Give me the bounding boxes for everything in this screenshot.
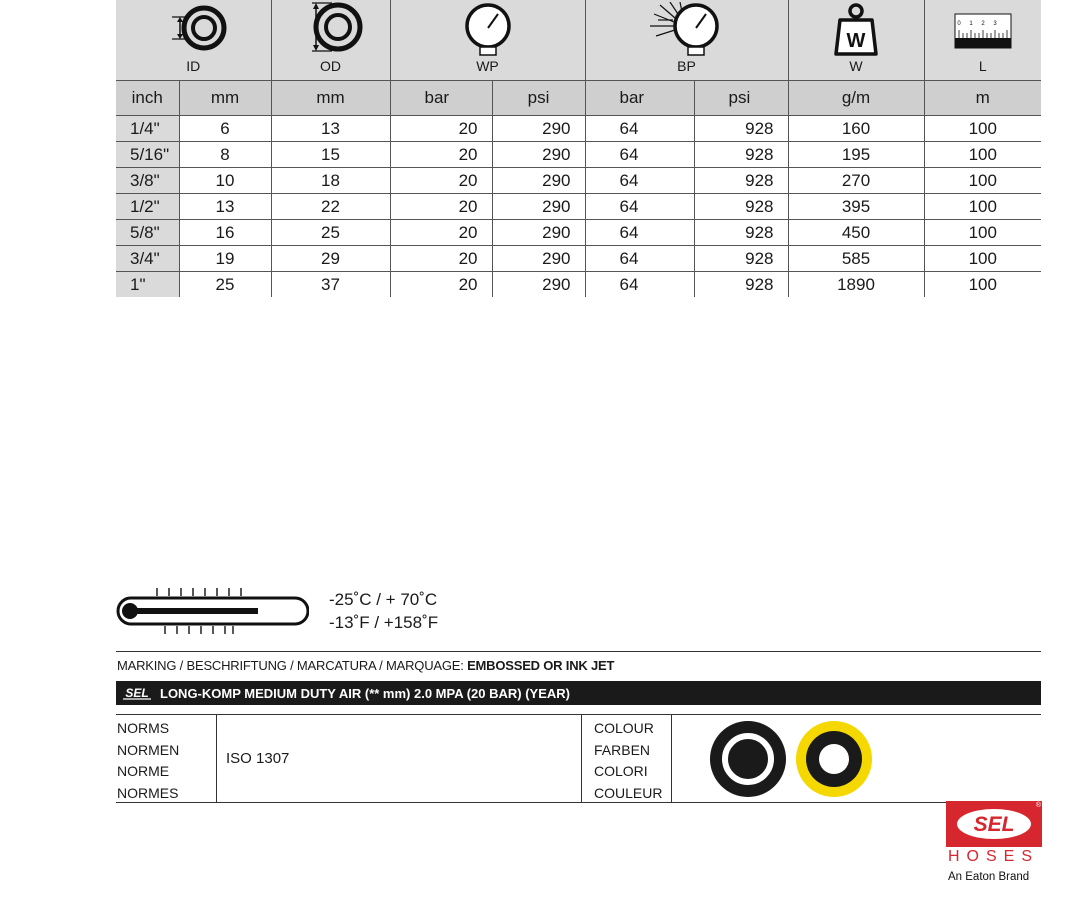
table-cell: 64 xyxy=(585,142,694,168)
table-cell: 100 xyxy=(924,272,1041,298)
table-row xyxy=(116,116,1041,142)
table-cell: 10 xyxy=(179,168,271,194)
header-id xyxy=(116,0,271,81)
unit-cell: mm xyxy=(179,81,271,116)
header-bp xyxy=(585,0,788,81)
table-cell: 64 xyxy=(585,246,694,272)
brand-logo-text: SEL xyxy=(973,813,1015,836)
table-cell: 100 xyxy=(924,194,1041,220)
marking-label: MARKING / BESCHRIFTUNG / MARCATURA / MARQUAGE: xyxy=(117,658,468,673)
marking-line xyxy=(117,658,614,673)
ruler-tick-3: 3 xyxy=(993,21,997,27)
w-label: W xyxy=(849,58,863,74)
marking-method: EMBOSSED OR INK JET xyxy=(467,658,615,673)
table-cell: 928 xyxy=(694,116,788,142)
divider xyxy=(216,715,217,802)
unit-cell: psi xyxy=(492,81,585,116)
logo-badge xyxy=(946,801,1042,847)
table-cell: 450 xyxy=(788,220,924,246)
table-cell: 928 xyxy=(694,246,788,272)
table-cell: 25 xyxy=(271,220,390,246)
temperature-range xyxy=(329,588,438,634)
table-row xyxy=(116,272,1041,298)
table-cell: 13 xyxy=(271,116,390,142)
table-cell: 928 xyxy=(694,168,788,194)
norm-value: ISO 1307 xyxy=(226,750,290,767)
norms-label: NORMES xyxy=(117,784,179,801)
colour-label: FARBEN xyxy=(594,741,651,758)
table-cell: 25 xyxy=(179,272,271,298)
norms-colour-block xyxy=(116,714,1041,803)
table-cell: 1/4" xyxy=(116,116,179,142)
table-cell: 290 xyxy=(492,246,585,272)
brand-name: HOSES xyxy=(948,848,1040,865)
unit-cell: psi xyxy=(694,81,788,116)
ruler-tick-2: 2 xyxy=(981,21,985,27)
marking-logo-text: SEL xyxy=(125,686,149,700)
table-cell: 20 xyxy=(390,168,492,194)
table-cell: 13 xyxy=(179,194,271,220)
units-row xyxy=(116,81,1041,116)
id-label: ID xyxy=(186,58,201,74)
table-cell: 100 xyxy=(924,116,1041,142)
ruler-tick-1: 1 xyxy=(969,21,973,27)
table-cell: 5/8" xyxy=(116,220,179,246)
table-cell: 64 xyxy=(585,168,694,194)
unit-cell: bar xyxy=(390,81,492,116)
table-cell: 22 xyxy=(271,194,390,220)
table-cell: 6 xyxy=(179,116,271,142)
table-cell: 290 xyxy=(492,272,585,298)
table-cell: 20 xyxy=(390,194,492,220)
norms-label: NORMEN xyxy=(117,741,180,758)
sel-hoses-logo xyxy=(946,801,1042,883)
colour-labels xyxy=(593,715,662,802)
table-cell: 195 xyxy=(788,142,924,168)
table-cell: 64 xyxy=(585,272,694,298)
sel-logo-icon xyxy=(954,806,1034,842)
colour-swatches xyxy=(710,719,880,799)
table-cell: 100 xyxy=(924,246,1041,272)
ruler-tick-0: 0 xyxy=(957,21,961,27)
weight-glyph: W xyxy=(846,30,866,52)
table-cell: 290 xyxy=(492,194,585,220)
table-cell: 37 xyxy=(271,272,390,298)
registered-mark: ® xyxy=(1035,802,1041,809)
table-cell: 395 xyxy=(788,194,924,220)
norms-label: NORME xyxy=(117,763,170,779)
header-l xyxy=(924,0,1041,81)
table-cell: 100 xyxy=(924,220,1041,246)
divider xyxy=(671,715,672,802)
table-cell: 1890 xyxy=(788,272,924,298)
table-cell: 20 xyxy=(390,220,492,246)
thermometer-icon xyxy=(113,586,309,638)
colour-label: COULEUR xyxy=(594,784,663,801)
table-cell: 1/2" xyxy=(116,194,179,220)
table-cell: 8 xyxy=(179,142,271,168)
weight-icon xyxy=(831,2,881,58)
table-cell: 585 xyxy=(788,246,924,272)
table-cell: 270 xyxy=(788,168,924,194)
unit-cell: mm xyxy=(271,81,390,116)
table-row xyxy=(116,194,1041,220)
table-cell: 290 xyxy=(492,220,585,246)
table-cell: 20 xyxy=(390,246,492,272)
table-cell: 64 xyxy=(585,194,694,220)
temperature-celsius: -25˚C / + 70˚C xyxy=(329,590,438,609)
unit-cell: m xyxy=(924,81,1041,116)
unit-cell: g/m xyxy=(788,81,924,116)
table-cell: 100 xyxy=(924,142,1041,168)
marking-bar xyxy=(116,681,1041,705)
table-cell: 29 xyxy=(271,246,390,272)
table-row xyxy=(116,142,1041,168)
table-cell: 3/8" xyxy=(116,168,179,194)
header-wp xyxy=(390,0,585,81)
divider xyxy=(116,651,1041,652)
table-cell: 16 xyxy=(179,220,271,246)
norms-label: NORMS xyxy=(117,720,170,736)
header-od xyxy=(271,0,390,81)
divider xyxy=(581,715,582,802)
table-cell: 18 xyxy=(271,168,390,194)
table-cell: 5/16" xyxy=(116,142,179,168)
ruler-icon xyxy=(953,2,1013,58)
table-cell: 928 xyxy=(694,142,788,168)
table-cell: 1" xyxy=(116,272,179,298)
spec-table xyxy=(116,0,1041,297)
table-cell: 100 xyxy=(924,168,1041,194)
table-cell: 290 xyxy=(492,142,585,168)
inner-diameter-icon xyxy=(158,2,228,56)
norms-labels xyxy=(116,715,179,802)
table-row xyxy=(116,168,1041,194)
colour-label: COLOUR xyxy=(594,720,654,736)
burst-pressure-icon xyxy=(644,2,730,58)
temperature-fahrenheit: -13˚F / +158˚F xyxy=(329,613,439,632)
bp-label: BP xyxy=(677,58,696,74)
l-label: L xyxy=(978,58,987,74)
sel-logo-icon xyxy=(122,686,152,700)
unit-cell: inch xyxy=(116,81,179,116)
brand-tagline: An Eaton Brand xyxy=(948,871,1030,883)
od-label: OD xyxy=(320,58,341,74)
table-cell: 928 xyxy=(694,220,788,246)
marking-text: LONG-KOMP MEDIUM DUTY AIR (** mm) 2.0 MPA (20 BAR) (YEAR) xyxy=(160,685,571,701)
table-cell: 290 xyxy=(492,168,585,194)
table-cell: 19 xyxy=(179,246,271,272)
table-cell: 3/4" xyxy=(116,246,179,272)
header-w xyxy=(788,0,924,81)
table-cell: 20 xyxy=(390,116,492,142)
table-cell: 64 xyxy=(585,220,694,246)
unit-cell: bar xyxy=(585,81,694,116)
table-cell: 928 xyxy=(694,194,788,220)
table-cell: 64 xyxy=(585,116,694,142)
table-cell: 15 xyxy=(271,142,390,168)
table-cell: 290 xyxy=(492,116,585,142)
wp-label: WP xyxy=(476,58,499,74)
table-cell: 20 xyxy=(390,142,492,168)
table-cell: 20 xyxy=(390,272,492,298)
table-cell: 160 xyxy=(788,116,924,142)
table-cell: 928 xyxy=(694,272,788,298)
colour-label: COLORI xyxy=(594,763,648,779)
black-hose-swatch xyxy=(710,721,786,797)
table-row xyxy=(116,220,1041,246)
table-row xyxy=(116,246,1041,272)
pressure-gauge-icon xyxy=(458,2,518,58)
outer-diameter-icon xyxy=(296,2,366,56)
